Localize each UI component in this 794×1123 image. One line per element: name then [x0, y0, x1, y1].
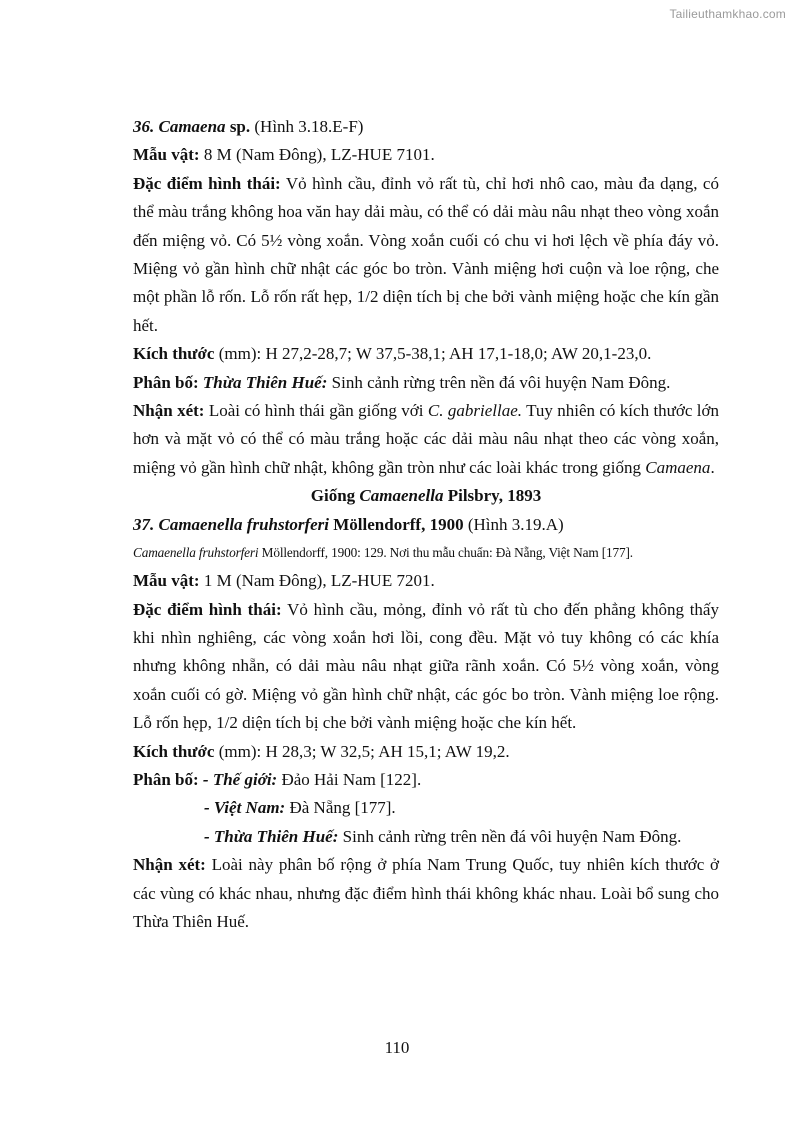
distribution-tth-label: - Thừa Thiên Huế: — [204, 826, 339, 846]
distribution-tth-text: Sinh cảnh rừng trên nền đá vôi huyện Nam Đông. — [342, 826, 682, 846]
size-label: Kích thước — [133, 344, 215, 364]
species-37-morphology — [133, 596, 719, 738]
morphology-label: Đặc điểm hình thái: — [133, 173, 281, 193]
species-37-figure-ref: (Hình 3.19.A) — [467, 514, 564, 534]
remark-genus: Camaena — [645, 457, 711, 477]
species-37-distribution-world — [133, 766, 719, 794]
species-37-citation — [133, 539, 719, 567]
morphology-text: Vỏ hình cầu, đỉnh vỏ rất tù, chỉ hơi nhô cao, màu đa dạng, có thể màu trắng không hoa văn hay dải màu, có thể có dải màu nâu nhạt theo vòng xoắn đến miệng vỏ. Có 5½ vòng xoắn. Vòng xoắn cuối có chu vi hơi lệch về phía đáy vỏ. Miệng vỏ gần hình chữ nhật các góc bo tròn. Vành miệng hơi cuộn và loe rộng, che một phần lỗ rốn. Lỗ rốn rất hẹp, 1/2 diện tích bị che bởi vành miệng hoặc che kín gần hết. — [133, 173, 719, 335]
species-36-figure-ref: (Hình 3.18.E-F) — [254, 117, 364, 136]
size-text: (mm): H 28,3; W 32,5; AH 15,1; AW 19,2. — [218, 741, 510, 761]
species-37-specimen — [133, 567, 719, 595]
genus-heading — [133, 482, 719, 510]
species-37-heading — [133, 511, 719, 539]
species-37-size — [133, 738, 719, 766]
specimen-label: Mẫu vật: — [133, 571, 200, 591]
species-37-remark — [133, 851, 719, 936]
specimen-label: Mẫu vật: — [133, 145, 200, 165]
remark-text-b: Tuy nhiên có kích thước lớn hơn và mặt vỏ có thể có màu trắng hoặc các dải màu nâu nhạt theo các vòng xoắn, miệng vỏ gần hình chữ nhật, không gần tròn như các loài khác trong giống — [133, 401, 720, 477]
species-36-heading — [133, 113, 719, 141]
species-37-distribution-vietnam — [133, 794, 719, 822]
distribution-label: Phân bố: — [133, 372, 199, 392]
distribution-label: Phân bố: — [133, 769, 199, 789]
species-36-size — [133, 340, 719, 368]
genus-name: Camaenella — [359, 486, 444, 506]
species-37-number: 37. — [133, 514, 155, 534]
specimen-text: 1 M (Nam Đông), LZ-HUE 7201. — [203, 571, 435, 591]
species-36-genus: Camaena — [158, 117, 226, 136]
remark-label: Nhận xét: — [133, 855, 206, 875]
distribution-text: Sinh cảnh rừng trên nền đá vôi huyện Nam Đông. — [331, 372, 671, 392]
remark-species: C. gabriellae. — [427, 401, 522, 421]
distribution-vietnam-text: Đà Nẵng [177]. — [289, 798, 396, 818]
citation-species: Camaenella fruhstorferi — [133, 545, 259, 561]
species-37-author: Möllendorff, 1900 — [333, 514, 464, 534]
page-body — [133, 113, 719, 936]
species-36-sp: sp. — [229, 117, 251, 136]
species-36-remark — [133, 397, 719, 482]
distribution-world-label: - Thế giới: — [202, 769, 278, 789]
specimen-text: 8 M (Nam Đông), LZ-HUE 7101. — [203, 145, 435, 165]
remark-text: Loài này phân bố rộng ở phía Nam Trung Quốc, tuy nhiên kích thước ở các vùng có khác nhau, nhưng đặc điểm hình thái không khác nhau. Loài bổ sung cho Thừa Thiên Huế. — [133, 855, 719, 931]
remark-text-a: Loài có hình thái gần giống với — [208, 401, 424, 421]
species-36-number: 36. — [133, 117, 155, 136]
morphology-label: Đặc điểm hình thái: — [133, 599, 282, 619]
remark-end: . — [710, 457, 715, 477]
species-36-specimen — [133, 141, 719, 169]
remark-label: Nhận xét: — [133, 401, 205, 421]
genus-author: Pilsbry, 1893 — [447, 486, 542, 506]
size-text: (mm): H 27,2-28,7; W 37,5-38,1; AH 17,1-18,0; AW 20,1-23,0. — [218, 344, 652, 364]
distribution-region: Thừa Thiên Huế: — [202, 372, 328, 392]
distribution-vietnam-label: - Việt Nam: — [204, 798, 286, 818]
species-36-morphology — [133, 170, 719, 340]
species-37-distribution-tth — [133, 823, 719, 851]
distribution-world-text: Đảo Hải Nam [122]. — [281, 769, 422, 789]
genus-prefix: Giống — [310, 486, 356, 506]
species-36-distribution — [133, 369, 719, 397]
watermark: Tailieuthamkhao.com — [669, 7, 786, 21]
citation-text: Möllendorff, 1900: 129. Nơi thu mẫu chuẩn: Đà Nẵng, Việt Nam [177]. — [261, 545, 633, 561]
morphology-text: Vỏ hình cầu, mỏng, đỉnh vỏ rất tù cho đến phẳng không thấy khi nhìn nghiêng, các vòng xoắn hơi lồi, cong đều. Mặt vỏ tuy không có các khía nhưng không nhẵn, có dải màu nâu nhạt giữa rãnh xoắn. Có 5½ vòng xoắn, vòng xoắn cuối có gờ. Miệng vỏ gần hình chữ nhật, các góc bo tròn. Vành miệng loe rộng. Lỗ rốn hẹp, 1/2 diện tích bị che bởi vành miệng hoặc che kín hết. — [133, 599, 719, 733]
species-37-name: Camaenella fruhstorferi — [158, 514, 329, 534]
size-label: Kích thước — [133, 741, 215, 761]
page-number: 110 — [384, 1038, 410, 1057]
